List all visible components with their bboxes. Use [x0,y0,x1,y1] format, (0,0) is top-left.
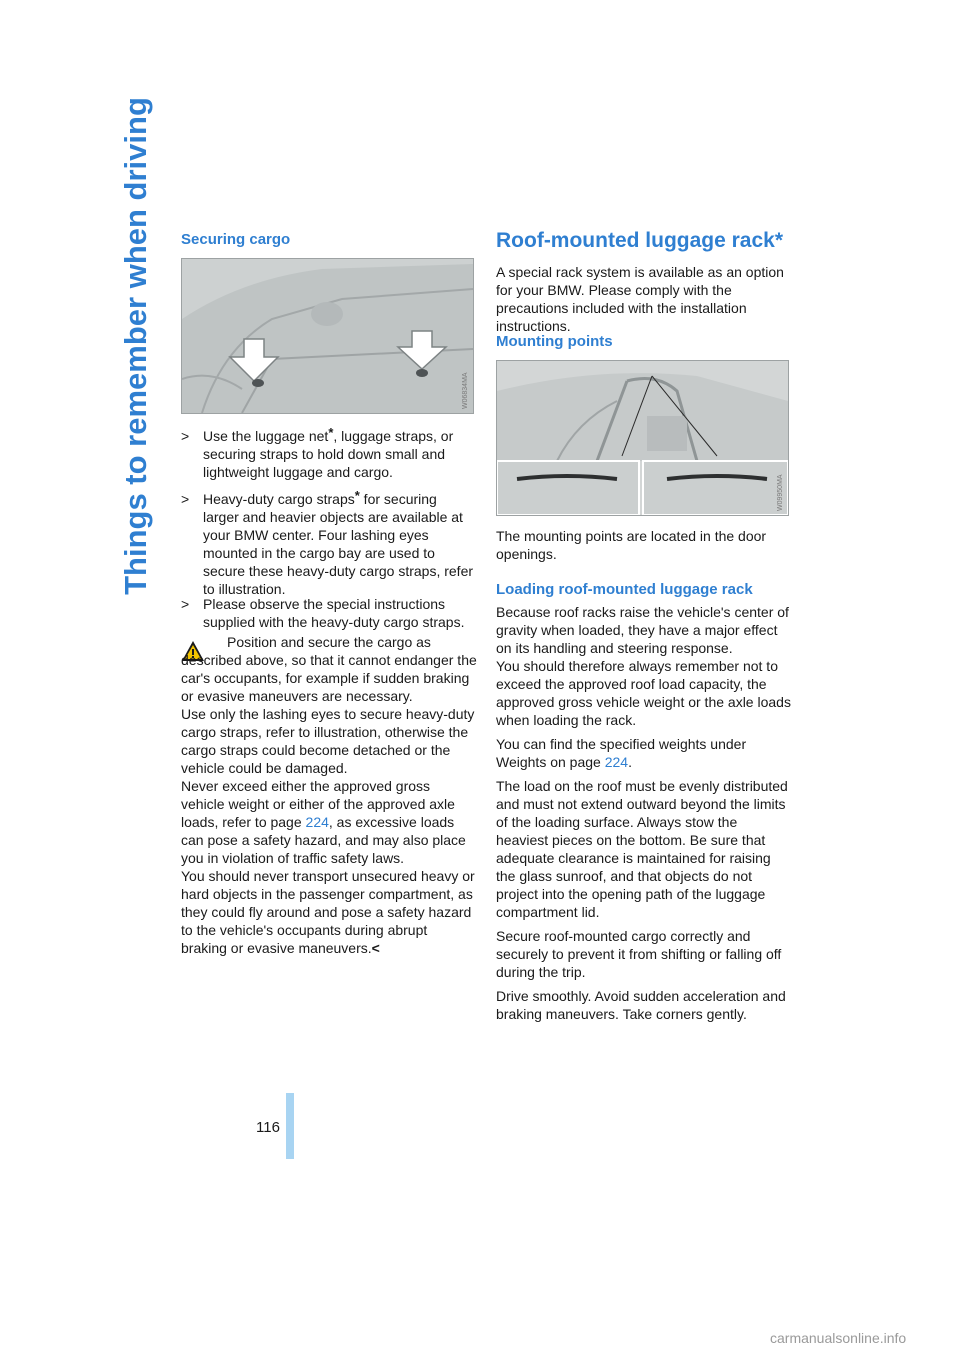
bullet-text: Please observe the special instructions supplied with the heavy-duty cargo straps. [203,596,465,630]
bullet-item [181,488,477,597]
loading-paragraph: You should therefore always remember not to exceed the approved roof load capacity, the approved gross vehicle weight or the axle loads when loading the rack. [496,658,791,728]
option-star: * [354,488,360,503]
warning-text-part: Never exceed either the approved gross vehicle weight or either of the approved axle loads, refer to page [181,778,455,830]
mounting-points-heading: Mounting points [496,333,613,350]
bullet-item [181,595,477,631]
loading-paragraph: Secure roof-mounted cargo correctly and securely to prevent it from shifting or falling off during the trip. [496,928,782,980]
page-link[interactable]: 224 [305,814,329,830]
bullet-text [203,427,475,481]
footer-watermark: carmanualsonline.info [770,1330,907,1346]
warning-paragraph: Position and secure the cargo as described above, so that it cannot endanger the car's occupants, for example if sudden braking or evasive maneuvers are necessary. [181,634,477,704]
warning-text-part: You should never transport unsecured heavy or hard objects in the passenger compartment, as they could fly around and pose a safety hazard to the vehicle's occupants during abrupt braking or evasive maneuvers. [181,868,475,956]
loading-heading: Loading roof-mounted luggage rack [496,581,753,598]
chapter-sidebar [112,28,162,668]
warning-text-part: , as excessive loads can pose a safety hazard, and may also place you in violation of traffic safety laws. [181,814,466,866]
roof-rack-intro: A special rack system is available as an option for your BMW. Please comply with the precautions included with the installation instructions. [496,264,784,334]
warning-paragraph: Use only the lashing eyes to secure heavy-duty cargo straps, refer to illustration, otherwise the cargo straps could become detached or the vehicle could be damaged. [181,706,475,776]
warning-block [181,633,477,957]
bullet-item [181,427,477,481]
bullet-text-part: , luggage straps, or securing straps to hold down small and lightweight luggage and cargo. [203,428,454,480]
end-mark: < [371,940,380,956]
securing-cargo-heading: Securing cargo [181,231,291,248]
loading-text-part: . [628,754,632,770]
loading-text-part: You can find the specified weights under Weights on page [496,736,747,770]
cargo-bay-illustration [181,258,474,414]
loading-paragraph: The load on the roof must be evenly distributed and must not extend outward beyond the limits of the loading surface. Always stow the heaviest pieces on the bottom. Be sure that adequate clearance is maintained for raising the glass sunroof, and that objects do not project into the opening path of the luggage compartment lid. [496,778,788,920]
bullet-text-part: Use the luggage net [203,428,329,444]
bullet-marker: > [181,491,190,507]
loading-section [496,603,792,1023]
bullet-text [203,490,475,598]
mounting-points-text: The mounting points are located in the door openings. [496,528,767,562]
bullet-marker: > [181,428,190,444]
mounting-points-drawing [497,361,788,515]
cargo-bay-drawing [182,259,473,413]
option-star: * [328,425,334,440]
bullet-text-part: Heavy-duty cargo straps [203,491,355,507]
warning-paragraph [181,777,477,867]
figure-code: W06834MA [462,372,469,409]
bullet-marker: > [181,596,190,612]
figure-code: W09950MA [777,474,784,511]
roof-rack-heading: Roof-mounted luggage rack* [496,229,784,252]
loading-paragraph [496,735,792,771]
loading-paragraph: Drive smoothly. Avoid sudden acceleration and braking maneuvers. Take corners gently. [496,988,786,1022]
bullet-text-part: for securing larger and heavier objects are available at your BMW center. Four lashing eyes mounted in the cargo bay are used to secure these heavy-duty cargo straps, refer to illustration. [203,491,474,597]
page-marker-bar [286,1093,294,1159]
warning-paragraph [181,867,477,957]
chapter-title: Things to remember when driving [118,97,153,595]
loading-paragraph: Because roof racks raise the vehicle's center of gravity when loaded, they have a major effect on its handling and steering response. [496,604,789,656]
page-link[interactable]: 224 [604,754,629,770]
mounting-points-illustration [496,360,789,516]
page-number: 116 [256,1119,280,1136]
